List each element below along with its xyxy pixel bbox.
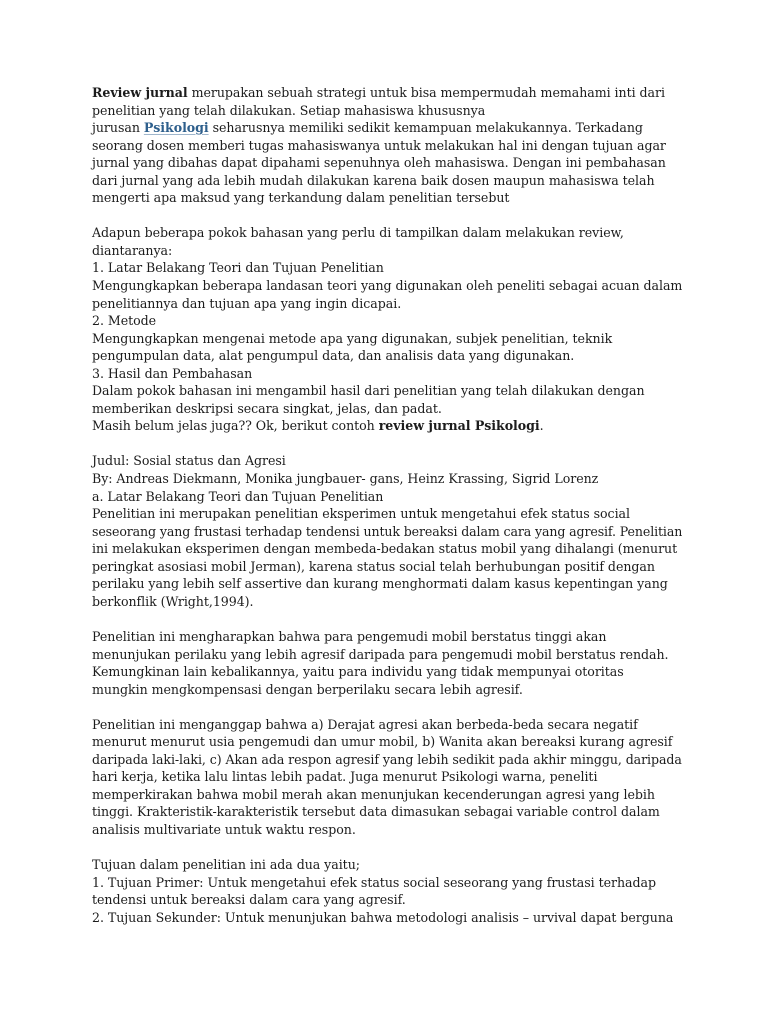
- goals-paragraph: [92, 856, 682, 926]
- text-line: Tujuan dalam penelitian ini ada dua yaitu;: [92, 857, 360, 873]
- text-line: Masih belum jelas juga?? Ok, berikut contoh review jurnal Psikologi.: [92, 418, 544, 434]
- example-paragraph: [92, 452, 682, 610]
- text-line: peringkat asosiasi mobil Jerman), karena status social telah berhubungan positif dengan: [92, 558, 655, 574]
- text-line: berkonflik (Wright,1994).: [92, 593, 254, 609]
- text-line: Dalam pokok bahasan ini mengambil hasil dari penelitian yang telah dilakukan dengan: [92, 383, 645, 399]
- text-line: Mengungkapkan mengenai metode apa yang digunakan, subjek penelitian, teknik: [92, 330, 613, 346]
- text-line: Penelitian ini merupakan penelitian eksperimen untuk mengetahui efek status social: [92, 506, 630, 522]
- goal-primary: 1. Tujuan Primer: Untuk mengetahui efek status social seseorang yang frustasi terhadap: [92, 874, 656, 890]
- text-line: memperkirakan bahwa mobil merah akan menunjukan kecenderungan agresi yang lebih: [92, 786, 655, 802]
- example-title: Judul: Sosial status dan Agresi: [92, 453, 286, 469]
- intro-paragraph: [92, 84, 682, 207]
- topic-heading-3: 3. Hasil dan Pembahasan: [92, 365, 253, 381]
- text-line: dari jurnal yang ada lebih mudah dilakukan karena baik dosen maupun mahasiswa telah: [92, 172, 655, 188]
- topics-paragraph: [92, 224, 682, 435]
- text-line: mengerti apa maksud yang terkandung dalam penelitian tersebut: [92, 190, 510, 206]
- text-line: ini melakukan eksperimen dengan membeda-bedakan status mobil yang dihalangi (menurut: [92, 541, 678, 557]
- document-page: [92, 84, 682, 926]
- text-line: analisis multivariate untuk waktu respon.: [92, 821, 356, 837]
- review-jurnal-psikologi-bold-text: review jurnal Psikologi: [378, 418, 540, 434]
- goal-secondary: 2. Tujuan Sekunder: Untuk menunjukan bahwa metodologi analisis – urvival dapat berguna: [92, 909, 674, 925]
- text-line: Penelitian ini menganggap bahwa a) Derajat agresi akan berbeda-beda secara negatif: [92, 716, 638, 732]
- text-line: tendensi untuk bereaksi dalam cara yang agresif.: [92, 892, 406, 908]
- text-line: Kemungkinan lain kebalikannya, yaitu para individu yang tidak mempunyai otoritas: [92, 664, 624, 680]
- text-line: seorang dosen memberi tugas mahasiswanya untuk melakukan hal ini dengan tujuan agar: [92, 137, 666, 153]
- text-line: penelitiannya dan tujuan apa yang ingin dicapai.: [92, 295, 402, 311]
- review-jurnal-bold-text: Review jurnal: [92, 85, 188, 100]
- text-line: seseorang yang frustasi terhadap tendensi untuk bereaksi dalam cara yang agresif. Penelitian: [92, 523, 683, 539]
- text-line: daripada laki-laki, c) Akan ada respon agresif yang lebih sedikit pada akhir minggu, daripada: [92, 751, 682, 767]
- text-line: menurut menurut usia pengemudi dan umur mobil, b) Wanita akan bereaksi kurang agresif: [92, 734, 673, 750]
- text-line: hari kerja, ketika lalu lintas lebih padat. Juga menurut Psikologi warna, peneliti: [92, 769, 598, 785]
- text-line: jurnal yang dibahas dapat dipahami sepenuhnya oleh mahasiswa. Dengan ini pembahasan: [92, 155, 666, 171]
- text-line: tinggi. Krakteristik-karakteristik tersebut data dimasukan sebagai variable control dalam: [92, 804, 660, 820]
- text-line: Mengungkapkan beberapa landasan teori yang digunakan oleh peneliti sebagai acuan dalam: [92, 278, 683, 294]
- text-line: penelitian yang telah dilakukan. Setiap mahasiswa khususnya: [92, 102, 486, 118]
- text-line: Adapun beberapa pokok bahasan yang perlu di tampilkan dalam melakukan review,: [92, 225, 624, 241]
- psikologi-link[interactable]: Psikologi: [143, 120, 209, 136]
- text-line: perilaku yang lebih self assertive dan kurang menghormati dalam kasus kepentingan yang: [92, 576, 668, 592]
- assumptions-paragraph: [92, 716, 682, 839]
- example-section-heading: a. Latar Belakang Teori dan Tujuan Penelitian: [92, 488, 384, 504]
- text-line: Penelitian ini mengharapkan bahwa para pengemudi mobil berstatus tinggi akan: [92, 628, 607, 644]
- text-line: memberikan deskripsi secara singkat, jelas, dan padat.: [92, 400, 442, 416]
- text-line: Review jurnal merupakan sebuah strategi untuk bisa mempermudah memahami inti dari: [92, 85, 665, 100]
- topic-heading-1: 1. Latar Belakang Teori dan Tujuan Penelitian: [92, 260, 384, 276]
- text-line: mungkin mengkompensasi dengan berperilaku secara lebih agresif.: [92, 681, 523, 697]
- topic-heading-2: 2. Metode: [92, 313, 157, 329]
- hypothesis-paragraph: [92, 628, 682, 698]
- example-authors: By: Andreas Diekmann, Monika jungbauer- gans, Heinz Krassing, Sigrid Lorenz: [92, 471, 599, 487]
- text-line: menunjukan perilaku yang lebih agresif daripada para pengemudi mobil berstatus rendah.: [92, 646, 669, 662]
- text-line: diantaranya:: [92, 242, 173, 258]
- text-line: jurusan Psikologi seharusnya memiliki sedikit kemampuan melakukannya. Terkadang: [92, 120, 643, 136]
- text-line: pengumpulan data, alat pengumpul data, dan analisis data yang digunakan.: [92, 348, 575, 364]
